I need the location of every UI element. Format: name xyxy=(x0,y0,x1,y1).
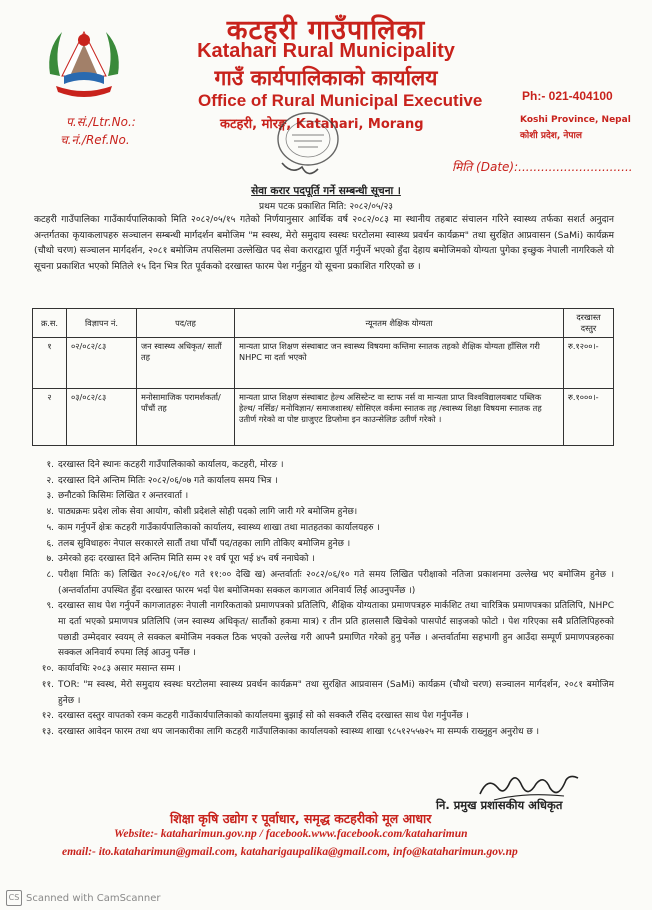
notice-subtitle: प्रथम पटक प्रकाशित मिति: २०८२/०५/२३ xyxy=(259,202,393,212)
list-item: १२. दरखास्त दस्तुर वापतको रकम कटहरी गाउँकार्यपालिकाको कार्यालयमा बुझाई सो को सक्कलै रसिद दरखास्त साथ पेश गर्नुपर्नेछ । xyxy=(41,711,469,722)
table-cell: ०२/०८२/८३ xyxy=(67,338,137,389)
list-item: ५. काम गर्नुपर्ने क्षेत्रः कटहरी गाउँकार्यपालिकाको कार्यालय, स्वास्थ्य शाखा तथा मातहतका कार्यालयहरु । xyxy=(46,522,380,533)
list-item: ६. तलब सुविधाहरुः नेपाल सरकारले सातौं तथा पाँचौं पद/तहका लागि तोकिए बमोजिम हुनेछ । xyxy=(46,538,351,549)
notice-intro: कटहरी गाउँपालिका गाउँकार्यपालिकाको मिति २०८२/०५/१५ गतेको निर्णयानुसार आर्थिक वर्ष २०८२/०८३ मा स्थानीय तहबाट संचालन गरिने स्वास्थ्य तर्फका सशर्त अनुदान अन्तर्गतका कृयाकलापहरु सञ्चालन सम्बन्धी मार्गदर्शन बमोजिम "म स्वस्थ, मेरो समुदाय स्वस्थः घरटोलमा स्वास्थ्य प्रवर्धन कार्यक्रम" तथा सुरक्षित आप्रवासन (SaMi) कार्यक्रम (चौथो चरण) सञ्चालन मार्गदर्शन, २०८१ बमोजिम तपसिलमा उल्लेखित पद सेवा करारद्वारा पूर्ति गर्नुपर्ने भएको हुँदा देहाय बमोजिमको योग्यता पुगेका इच्छुक नेपाली नागरिकले यो सूचना प्रकाशित भएको मितिले १५ दिन भित्र रित पूर्वकको दरखास्त फारम पेश गर्नुहुन यो सूचना प्रकाशित गरिएको छ । xyxy=(34,214,614,272)
date-label: मिति (Date):.............................. xyxy=(452,160,633,174)
footer-email: email:- ito.kataharimun@gmail.com, kataharigaupalika@gmail.com, info@kataharimun.gov.np xyxy=(62,846,518,858)
list-item: ९. दरखास्त साथ पेश गर्नुपर्ने कागजातहरुः नेपाली नागरिकताको प्रमाणपत्रको प्रतिलिपि, शैक्षिक योग्यताका प्रमाणपत्रहरु मार्कशिट तथा चारित्रिक प्रमाणपत्रका प्रतिलिपि, NHPC मा दर्ता भएको प्रमाणपत्र प्रतिलिपि (जन स्वास्थ्य अधिकृत/ सातौंको हकमा मात्र) र तीन प्रति हालसालै खिचेको पासपोर्ट साइजको फोटो । पेश गरिएका सबै प्रतिलिपिहरुको पछाडी उम्मेदवार स्वयम् ले सक्कल बमोजिम नक्कल ठिक भएको उल्लेख गरी आफ्नै प्रमाणित गरेको हुनु पर्नेछ । अन्तर्वार्तामा सहभागी हुन आउँदा सम्पूर्ण प्रमाणपत्रहरुका सक्कल अनिवार्य रुपमा लिई आउनु पर्नेछ । xyxy=(46,601,614,659)
table-cell: ०३/०८२/८३ xyxy=(67,389,137,446)
office-name-en: Office of Rural Municipal Executive xyxy=(198,91,483,110)
municipality-name-en: Katahari Rural Municipality xyxy=(197,40,455,62)
municipality-name-np: कटहरी गाउँपालिका xyxy=(226,15,426,46)
table-row xyxy=(33,389,614,446)
camscanner-logo-icon: CS xyxy=(6,890,22,906)
footer-slogan: शिक्षा कृषि उद्योग र पूर्वाधार, समृद्ध कटहरीको मूल आधार xyxy=(170,811,432,826)
letter-number-label: प.सं./Ltr.No.: xyxy=(66,115,136,129)
list-item: ३. छनौटको किसिमः लिखित र अन्तरवार्ता । xyxy=(46,491,189,502)
list-item: ११. TOR: "म स्वस्थ, मेरो समुदाय स्वस्थः घरटोलमा स्वास्थ्य प्रवर्धन कार्यक्रम" तथा सुरक्षित आप्रवासन (SaMi) कार्यक्रम (चौथो चरण) सञ्चालन मार्गदर्शन, २०८१ बमोजिम हुनेछ । xyxy=(41,679,614,706)
phone-number: Ph:- 021-404100 xyxy=(522,89,613,103)
table-cell: १ xyxy=(33,338,67,389)
list-item: ८. परीक्षा मितिः क) लिखित २०८२/०६/१० गते ११:०० देखि ख) अन्तर्वार्ताः २०८२/०६/१० गते समय लिखित परीक्षाको नतिजा प्रकाशनमा उल्लेख भए बमोजिम हुनेछ ।(अन्तर्वार्तामा उपस्थित हुँदा दरखास्त फारम भर्दा पेश बमोजिमका सक्कल कागजात अनिवार्य लिई आउनुपर्नेछ ।) xyxy=(46,569,614,596)
list-item: १३. दरखास्त आवेदन फारम तथा थप जानकारीका लागि कटहरी गाउँपालिकाका कार्यालयको स्वास्थ्य शाखा ९८५१२५५७२५ मा सम्पर्क राख्नुहुन अनुरोध छ । xyxy=(41,726,540,737)
list-item: ४. पाठ्यक्रमः प्रदेश लोक सेवा आयोग, कोशी प्रदेशले सोही पदको लागि जारी गरे बमोजिम हुनेछ। xyxy=(46,507,358,518)
footer-website: Website:- kataharimun.gov.np / facebook.www.facebook.com/kataharimun xyxy=(114,828,468,840)
scanner-text: Scanned with CamScanner xyxy=(26,892,161,904)
reference-number-label: च.नं./Ref.No. xyxy=(60,133,130,147)
table-header: विज्ञापन नं. xyxy=(67,309,137,338)
table-cell: मनोसामाजिक परामर्शकर्ता/ पाँचौं तह xyxy=(137,389,235,446)
list-item: २. दरखास्त दिने अन्तिम मितिः २०८२/०६/०७ गते कार्यालय समय भित्र । xyxy=(46,475,278,486)
table-header: पद/तह xyxy=(137,309,235,338)
table-cell: २ xyxy=(33,389,67,446)
scanner-watermark xyxy=(6,890,161,906)
list-item: १०. कार्यावधिः २०८३ असार मसान्त सम्म । xyxy=(41,664,181,675)
table-header: दरखास्त दस्तुर xyxy=(564,309,614,338)
vacancy-table xyxy=(32,308,614,446)
office-name-np: गाउँ कार्यपालिकाको कार्यालय xyxy=(214,66,438,90)
list-item: १. दरखास्त दिने स्थानः कटहरी गाउँपालिकाको कार्यालय, कटहरी, मोरङ । xyxy=(46,460,284,470)
table-header: न्यूनतम शैक्षिक योग्यता xyxy=(235,309,564,338)
table-header: क्र.स. xyxy=(33,309,67,338)
notice-points-list xyxy=(30,458,614,741)
table-cell: मान्यता प्राप्त शिक्षण संस्थाबाट हेल्थ असिस्टेन्ट वा स्टाफ नर्स वा मान्यता प्राप्त विश्वविद्यालयबाट पब्लिक हेल्थ/ नर्सिङ/ मनोविज्ञान/ समाजशास्त्र/ सोसिएल वर्कमा स्नातक तह /स्वास्थ्य शिक्षा विषयमा स्नातक तह उतीर्ण गरेको वा पोष्ट ग्राजुएट डिप्लोमा इन काउन्सेलिङ उतीर्ण गरेको । xyxy=(235,389,564,446)
office-address: कटहरी, मोरङ्ग, Katahari, Morang xyxy=(220,117,424,132)
table-cell: रु.१०००।- xyxy=(564,389,614,446)
list-item: ७. उमेरको हदः दरखास्त दिने अन्तिम मिति सम्म २१ वर्ष पूरा भई ४५ वर्ष ननाघेको । xyxy=(46,554,315,565)
table-cell: रु.१२००।- xyxy=(564,338,614,389)
notice-title: सेवा करार पदपूर्ति गर्ने सम्बन्धी सूचना । xyxy=(251,185,401,197)
office-stamp xyxy=(262,105,354,185)
table-row xyxy=(33,338,614,389)
province-np: कोशी प्रदेश, नेपाल xyxy=(520,131,582,141)
table-cell: जन स्वास्थ्य अधिकृत/ सातौं तह xyxy=(137,338,235,389)
province-en: Koshi Province, Nepal xyxy=(520,115,631,125)
table-cell: मान्यता प्राप्त शिक्षण संस्थाबाट जन स्वास्थ्य विषयमा कम्तिमा स्नातक तहको शैक्षिक योग्यता हाँसिल गरी NHPC मा दर्ता भएको xyxy=(235,338,564,389)
signatory-title: नि. प्रमुख प्रशासकीय अधिकृत xyxy=(436,798,563,812)
